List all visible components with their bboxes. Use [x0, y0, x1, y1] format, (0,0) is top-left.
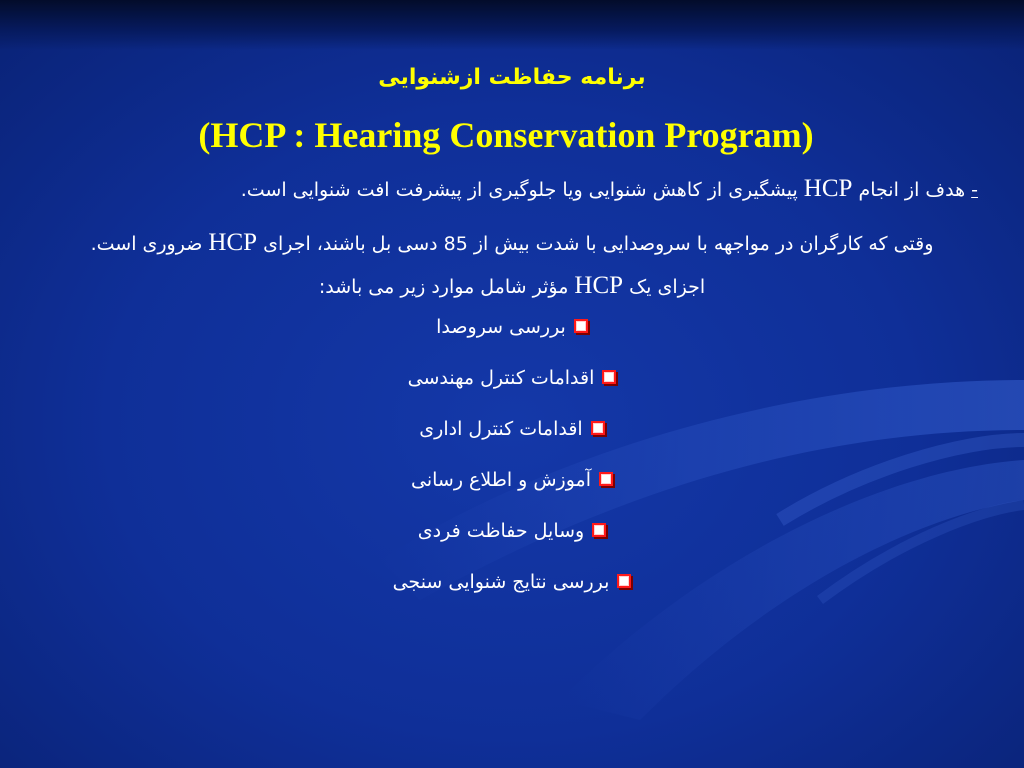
- requirement-text-1: وقتی که کارگران در مواجهه با سروصدایی با شدت بیش از 85 دسی بل باشند، اجرای: [263, 233, 934, 255]
- list-item-label: آموزش و اطلاع رسانی: [410, 469, 592, 491]
- slide-title-persian: برنامه حفاظت ازشنوایی: [378, 65, 646, 90]
- goal-text-start: هدف از انجام: [858, 179, 966, 201]
- hcp-abbrev: HCP: [574, 272, 624, 299]
- list-item: [0, 463, 1024, 514]
- red-square-bullet-icon: [599, 472, 613, 486]
- dash-marker: -: [971, 179, 978, 201]
- hcp-abbrev: HCP: [803, 175, 853, 202]
- list-item-label: اقدامات کنترل اداری: [419, 418, 583, 440]
- red-square-bullet-icon: [592, 523, 606, 537]
- list-item-label: بررسی سروصدا: [436, 316, 566, 338]
- hcp-abbrev: HCP: [208, 229, 258, 256]
- list-item: [0, 361, 1024, 412]
- red-square-bullet-icon: [602, 370, 616, 384]
- requirement-text-2: ضروری است. اجزای یک: [90, 233, 706, 298]
- paragraph-goal: [38, 172, 978, 207]
- red-square-bullet-icon: [591, 421, 605, 435]
- requirement-text-3: مؤثر شامل موارد زیر می باشد:: [318, 276, 569, 298]
- list-item: [0, 514, 1024, 565]
- red-square-bullet-icon: [617, 574, 631, 588]
- list-item: [0, 310, 1024, 361]
- list-item-label: بررسی نتایج شنوایی سنجی: [392, 571, 610, 593]
- paragraph-requirement: [72, 222, 952, 308]
- list-item: [0, 565, 1024, 616]
- list-item: [0, 412, 1024, 463]
- goal-text-end: پیشگیری از کاهش شنوایی ویا جلوگیری از پیشرفت افت شنوایی است.: [240, 179, 798, 201]
- components-list: [0, 310, 1024, 616]
- list-item-label: اقدامات کنترل مهندسی: [407, 367, 595, 389]
- list-item-label: وسایل حفاظت فردی: [417, 520, 585, 542]
- slide-title-english: (HCP : Hearing Conservation Program): [198, 115, 814, 155]
- red-square-bullet-icon: [574, 319, 588, 333]
